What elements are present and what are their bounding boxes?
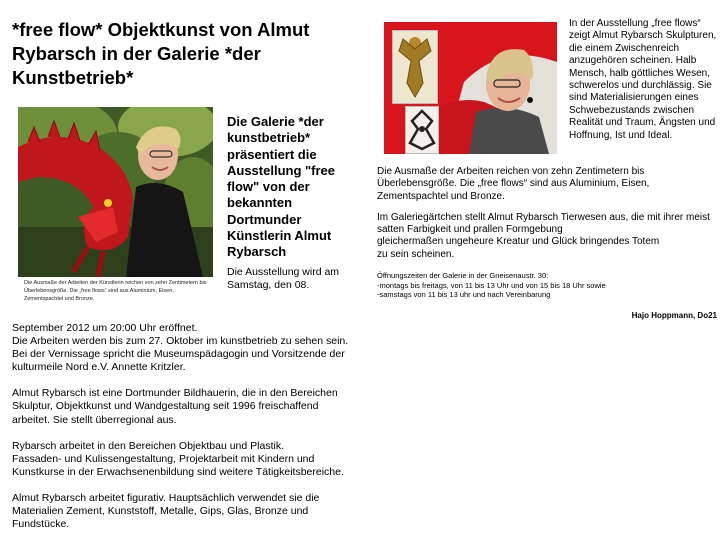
- author-credit: Hajo Hoppmann, Do21: [631, 311, 717, 320]
- photo-caption: Die Ausmaße der Arbeiten der Künstlerin reichen von zehn Zentimetern bis Überlebensgröße. Die „free flows“ sind aus Aluminium, Eisen, Zementspachtel und Bronze.: [24, 280, 207, 302]
- body-paragraph: Rybarsch arbeitet in den Bereichen Objektbau und Plastik. Fassaden- und Kulissengestaltung, Projektarbeit mit Kindern und Kunstkurse in der Erwachsenenbildung sind weitere Tätigkeitsbereiche.: [12, 439, 344, 478]
- sculpture-thumbnail: [392, 30, 438, 104]
- body-paragraph: Almut Rybarsch ist eine Dortmunder Bildhauerin, die in den Bereichen Skulptur, Objektkunst und Wandgestaltung seit 1996 freischaffend arbeitet. Sie stellt überregional aus.: [12, 387, 338, 426]
- exhibition-description: In der Ausstellung „free flows“ zeigt Almut Rybarsch Skulpturen, die einem Zwischenreich anzugehören scheinen. Halb Mensch, halb göttliches Wesen, schwerelos und durchlässig. Sie sind Materialisierungen eines Schwebezustands zwischen Realität und Traum, Ängsten und Hoffnung, Ist und Ideal.: [569, 18, 717, 141]
- right-paragraph: Im Galeriegärtchen stellt Almut Rybarsch Tierwesen aus, die mit ihrer meist satten Farbigkeit und prallen Formgebung gleichermaßen ungeheure Kreatur und Glück bringendes Totem zu sein scheinen.: [377, 211, 710, 260]
- body-paragraph: Almut Rybarsch arbeitet figurativ. Hauptsächlich verwendet sie die Materialien Zement, Kunststoff, Metalle, Gips, Glas, Bronze und Fundstücke.: [12, 491, 320, 531]
- lead-paragraph: Die Ausstellung wird am Samstag, den 08.: [227, 266, 340, 291]
- opening-hours: Öffnungszeiten der Galerie in der Gneisenaustr. 30: -montags bis freitags, von 11 bis 13 Uhr und von 15 bis 18 Uhr sowie -samstags von 11 bis 13 uhr und nach Vereinbarung: [377, 271, 606, 300]
- artist-photo-garden: [18, 107, 213, 277]
- body-paragraph: September 2012 um 20:00 Uhr eröffnet. Die Arbeiten werden bis zum 27. Oktober im kunstbetrieb zu sehen sein. Bei der Vernissage spricht die Museumspädagogin und Vorsitzende der kulturmeile Nord e.V. Annette Kritzler.: [12, 322, 349, 374]
- sculpture-thumbnail: [405, 106, 439, 154]
- article-headline: Die Galerie *der kunstbetrieb* präsentiert die Ausstellung "free flow" von der bekannten Dortmunder Künstlerin Almut Rybarsch: [227, 114, 336, 260]
- article-body: [12, 322, 357, 544]
- right-column: [377, 166, 717, 270]
- right-paragraph: Die Ausmaße der Arbeiten reichen von zehn Zentimetern bis Überlebensgröße. Die „free flows“ sind aus Aluminium, Eisen, Zementspachtel und Bronze.: [377, 166, 650, 202]
- article-title: *free flow* Objektkunst von Almut Rybarsch in der Galerie *der Kunstbetrieb*: [12, 19, 310, 88]
